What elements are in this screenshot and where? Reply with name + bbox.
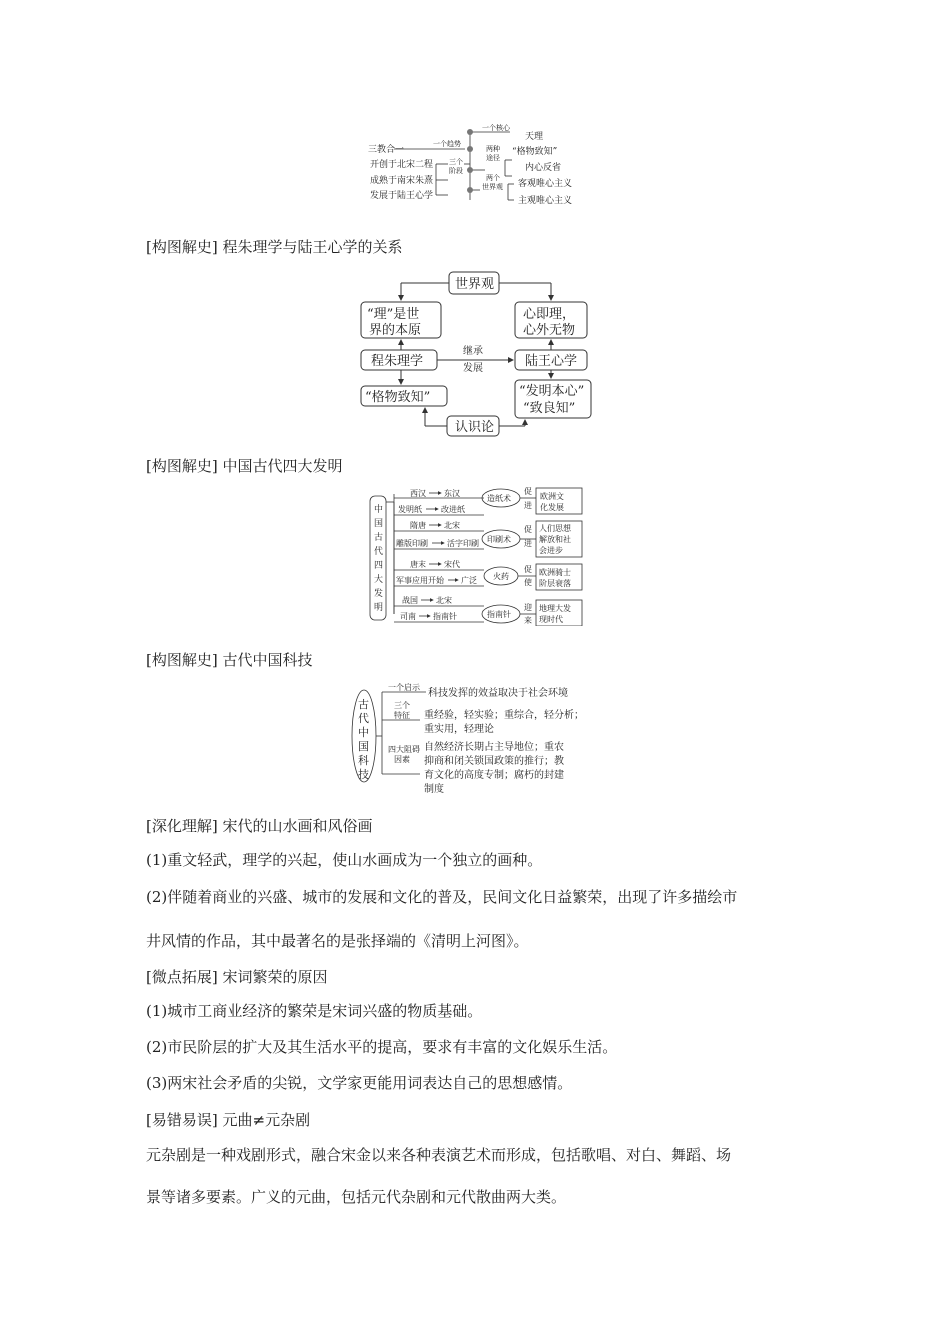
row3-v1: 促 — [524, 565, 532, 574]
shijieguan-box: 世界观 — [455, 277, 495, 292]
row4-res1: 地理大发 — [539, 604, 571, 613]
xin-line1: 心即理， — [523, 307, 576, 322]
jieduan: 阶段 — [449, 167, 463, 175]
row2-res3: 会进步 — [539, 546, 563, 555]
tianli: 天理 — [525, 132, 544, 142]
row3-res2: 阶层衰落 — [539, 579, 571, 588]
faming-line2: “致良知” — [523, 401, 576, 416]
row4-a: 战国 — [402, 596, 418, 605]
row4-res2: 现时代 — [539, 615, 563, 624]
row2-d: 活字印刷 — [447, 539, 479, 548]
section-title: 程朱理学与陆王心学的关系 — [222, 238, 403, 256]
side-char-2: 国 — [374, 519, 384, 529]
row2-c: 雕版印刷 — [396, 539, 428, 548]
yigehexin: 一个核心 — [482, 124, 510, 132]
section-title: 宋代的山水画和风俗画 — [222, 817, 373, 835]
tezheng-text-2: 重实用，轻理论 — [424, 724, 494, 735]
section-heading-3 — [146, 649, 313, 670]
section-label: [深化理解] — [146, 817, 218, 835]
row3-c: 军事应用开始 — [396, 576, 444, 585]
section-label: [易错易误] — [146, 1111, 218, 1129]
row3-b: 宋代 — [444, 560, 460, 569]
row2-a: 隋唐 — [410, 521, 426, 530]
row1-v2: 进 — [524, 501, 532, 510]
side-char-4: 代 — [374, 547, 384, 557]
paragraph-2b: 井风情的作品，其中最著名的是张择端的《清明上河图》。 — [146, 932, 529, 950]
sanjiaoheyi: 三教合一 — [368, 145, 405, 155]
tech-side-3: 中 — [358, 726, 369, 739]
row4-d: 指南针 — [433, 612, 457, 621]
paragraph-2a: (2)伴随着商业的兴盛、城市的发展和文化的普及，民间文化日益繁荣，出现了许多描绘市 — [146, 888, 738, 906]
gewu-box: “格物致知” — [365, 390, 431, 405]
section-label: [构图解史] — [146, 238, 218, 256]
li-line2: 界的本原 — [369, 323, 422, 338]
yinsu-text-1: 自然经济长期占主导地位；重农 — [424, 742, 564, 753]
section-heading-6 — [146, 1109, 310, 1130]
section-label: [微点拓展] — [146, 968, 218, 986]
tech-side-4: 国 — [358, 740, 369, 753]
luwang-xinxue: 陆王心学 — [525, 354, 578, 369]
invention-gunpowder: 火药 — [493, 572, 509, 581]
faming-line1: “发明本心” — [519, 384, 585, 399]
row2-b: 北宋 — [444, 521, 460, 530]
row1-b: 东汉 — [444, 489, 460, 498]
section-title: 古代中国科技 — [222, 651, 313, 669]
liangzhong: 两种 — [486, 145, 500, 153]
left-stage-1: 开创于北宋二程 — [370, 160, 434, 170]
yigeqvshi: 一个趋势 — [433, 140, 461, 148]
row1-c: 发明纸 — [398, 505, 422, 514]
row4-b: 北宋 — [436, 596, 452, 605]
paragraph-5: (3)两宋社会矛盾的尖锐，文学家更能用词表达自己的思想感情。 — [146, 1074, 573, 1092]
neixinfanxing: 内心反省 — [525, 163, 562, 173]
gewuzhizhi: “格物致知” — [512, 147, 558, 157]
renshilun: 认识论 — [455, 420, 495, 435]
sange: 三个 — [449, 158, 463, 166]
qishi-label: 一个启示 — [388, 683, 420, 692]
row4-v1: 迎 — [524, 603, 532, 612]
tech-side-1: 古 — [358, 698, 369, 711]
tezheng-label2: 特征 — [394, 711, 410, 720]
section-title: 元曲≠元杂剧 — [222, 1111, 311, 1129]
zhuguan: 主观唯心主义 — [518, 196, 573, 206]
row2-res2: 解放和社 — [539, 535, 571, 544]
side-char-1: 中 — [374, 505, 384, 515]
row4-v2: 来 — [524, 616, 532, 625]
tech-side-2: 代 — [358, 712, 369, 725]
row3-d: 广泛 — [461, 576, 477, 585]
li-line1: “理”是世 — [367, 307, 420, 322]
row1-res2: 化发展 — [540, 503, 564, 512]
row4-c: 司南 — [400, 612, 416, 621]
keguan: 客观唯心主义 — [518, 179, 573, 189]
side-char-6: 大 — [374, 575, 384, 585]
yinsu-text-3: 育文化的高度专制；腐朽的封建 — [424, 770, 564, 781]
fazhan: 发展 — [463, 363, 483, 374]
yinsu-text-2: 抑商和闭关锁国政策的推行；教 — [424, 756, 564, 767]
yinsu-label1: 四大阻碍 — [388, 745, 420, 754]
row3-res1: 欧洲骑士 — [539, 568, 571, 577]
row1-d: 改进纸 — [441, 505, 465, 514]
qishi-text: 科技发挥的效益取决于社会环境 — [428, 688, 568, 699]
xin-line2: 心外无物 — [523, 323, 576, 338]
invention-paper: 造纸术 — [487, 494, 511, 503]
chengzhu-luwang-diagram — [355, 268, 595, 440]
row2-v2: 进 — [524, 539, 532, 548]
four-inventions-diagram — [366, 484, 586, 626]
paragraph-3: (1)城市工商业经济的繁荣是宋词兴盛的物质基础。 — [146, 1002, 483, 1020]
jicheng: 继承 — [463, 346, 483, 357]
section-label: [构图解史] — [146, 457, 218, 475]
paragraph-4: (2)市民阶层的扩大及其生活水平的提高，要求有丰富的文化娱乐生活。 — [146, 1038, 618, 1056]
invention-compass: 指南针 — [487, 610, 511, 619]
shijieguan-small: 世界观 — [482, 183, 503, 191]
section-heading-1 — [146, 236, 403, 257]
side-char-5: 四 — [374, 561, 384, 571]
tech-side-5: 科 — [358, 754, 369, 767]
tezheng-label1: 三个 — [394, 701, 410, 710]
tujing: 途径 — [486, 154, 500, 162]
paragraph-6b: 景等诸多要素。广义的元曲，包括元代杂剧和元代散曲两大类。 — [146, 1188, 567, 1206]
liangge: 两个 — [486, 174, 500, 182]
invention-printing: 印刷术 — [487, 535, 511, 544]
section-heading-4 — [146, 815, 373, 836]
section-title: 宋词繁荣的原因 — [222, 968, 328, 986]
row3-a: 唐末 — [410, 560, 426, 569]
yinsu-label2: 因素 — [394, 755, 410, 764]
row2-res1: 人们思想 — [539, 524, 571, 533]
tezheng-text-1: 重经验，轻实验；重综合，轻分析； — [424, 710, 584, 721]
row2-v1: 促 — [524, 525, 532, 534]
row1-v1: 促 — [524, 487, 532, 496]
row3-v2: 使 — [524, 578, 532, 587]
row1-res1: 欧洲文 — [540, 492, 564, 501]
left-stage-3: 发展于陆王心学 — [370, 191, 434, 201]
chengzhu-lixue: 程朱理学 — [371, 354, 424, 369]
ancient-tech-diagram — [348, 680, 604, 802]
section-heading-2 — [146, 455, 343, 476]
paragraph-6a: 元杂剧是一种戏剧形式，融合宋金以来各种表演艺术而形成，包括歌唱、对白、舞蹈、场 — [146, 1146, 732, 1164]
side-char-3: 古 — [374, 533, 384, 543]
yinsu-text-4: 制度 — [424, 784, 444, 795]
tech-side-6: 技 — [358, 768, 369, 781]
section-title: 中国古代四大发明 — [222, 457, 343, 475]
side-char-7: 发 — [374, 589, 384, 599]
left-stage-2: 成熟于南宋朱熹 — [370, 176, 434, 186]
section-label: [构图解史] — [146, 651, 218, 669]
lixue-development-diagram — [360, 120, 620, 210]
section-heading-5 — [146, 966, 328, 987]
side-char-8: 明 — [374, 603, 384, 613]
row1-a: 西汉 — [410, 489, 426, 498]
paragraph-1: (1)重文轻武，理学的兴起，使山水画成为一个独立的画种。 — [146, 851, 543, 869]
